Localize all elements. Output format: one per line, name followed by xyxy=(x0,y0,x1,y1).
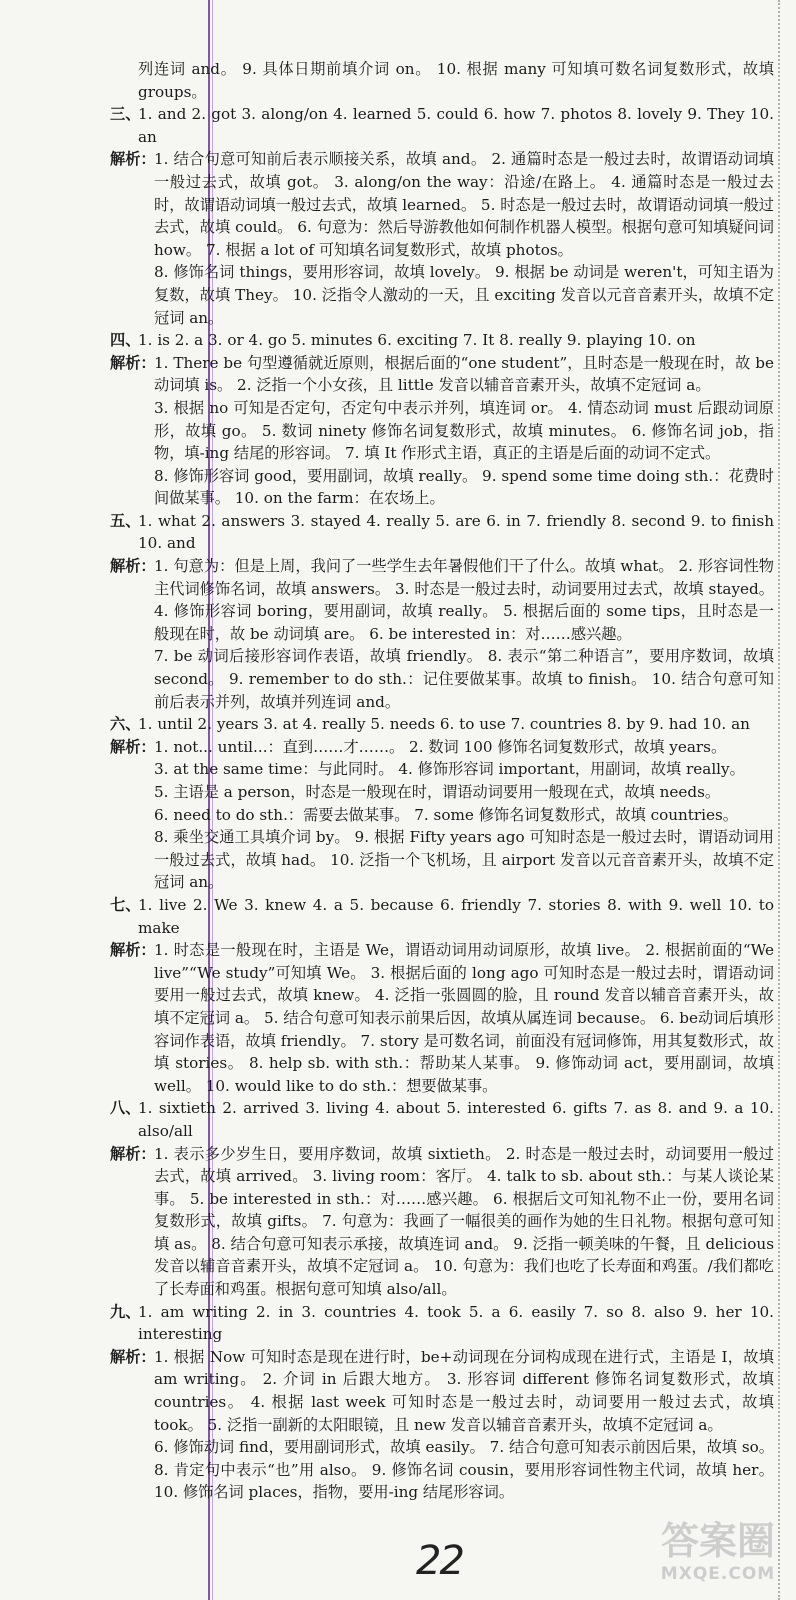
answer-list: 1. until 2. years 3. at 4. really 5. needs 6. to use 7. countries 8. by 9. had 10. an xyxy=(138,715,750,734)
answer-row xyxy=(110,894,774,939)
section-number: 四、 xyxy=(110,331,141,350)
answer-list: 1. and 2. got 3. along/on 4. learned 5. could 6. how 7. photos 8. lovely 9. They 10. an xyxy=(138,105,774,146)
section-number: 七、 xyxy=(110,895,141,914)
page-number: 22 xyxy=(416,1538,463,1584)
analysis-text-continued: 5. 主语是 a person，时态是一般现在时，谓语动词要用一般现在式，故填 needs。 xyxy=(154,783,721,801)
analysis-row xyxy=(110,1346,774,1436)
analysis-text: 1. 根据 Now 可知时态是现在进行时，be+动词现在分词构成现在进行式，主语是 I，故填 am writing。 2. 介词 in 后跟大地方。 3. 形容词 different 修饰名词复数形式，故填 countries。 4. 根据 last week 可知时态是一般过去时，动词要用一般过去式，故填 took。 5. 泛指一副新的太阳眼镜，且 new 发音以辅音音素开头，故填不定冠词 a。 xyxy=(154,1347,774,1434)
analysis-text: 1. 表示多少岁生日，要用序数词，故填 sixtieth。 2. 时态是一般过去时，动词要用一般过去式，故填 arrived。 3. living room：客厅。 4. talk to sb. about sth.：与某人谈论某事。 5. be interested in sth.：对……感兴趣。 6. 根据后文可知礼物不止一份，要用名词复数形式，故填 gifts。 7. 句意为：我画了一幅很美的画作为她的生日礼物。根据句意可知填 as。 8. 结合句意可知表示承接，故填连词 and。 9. 泛指一顿美味的午餐，且 delicious 发音以辅音音素开头，故填不定冠词 a。 10. 句意为：我们也吃了长寿面和鸡蛋。/我们都吃了长寿面和鸡蛋。根据句意可知填 also/all。 xyxy=(154,1144,774,1299)
watermark-logo xyxy=(656,1518,780,1592)
analysis-text-continued: 6. 修饰动词 find，要用副词形式，故填 easily。 7. 结合句意可知表示前因后果，故填 so。 8. 肯定句中表示“也”用 also。 9. 修饰名词 cousin，要用形容词性物主代词，故填 her。 10. 修饰名词 places，指物，要用-ing 结尾形容词。 xyxy=(154,1438,774,1502)
section-number: 五、 xyxy=(110,511,141,530)
section-number: 六、 xyxy=(110,715,141,734)
answer-list: 1. is 2. a 3. or 4. go 5. minutes 6. exciting 7. It 8. really 9. playing 10. on xyxy=(138,331,696,350)
answer-row xyxy=(110,1097,774,1142)
analysis-text-continued: 8. 修饰形容词 good，要用副词，故填 really。 9. spend some time doing sth.：花费时间做某事。 10. on the farm：在农场上。 xyxy=(154,466,774,508)
answer-list: 1. am writing 2. in 3. countries 4. took 5. a 6. easily 7. so 8. also 9. her 10. interesting xyxy=(138,1302,774,1344)
analysis-label: 解析： xyxy=(110,941,156,960)
answer-row xyxy=(110,329,774,352)
section-number: 八、 xyxy=(110,1099,141,1118)
analysis-text: 1. 结合句意可知前后表示顺接关系，故填 and。 2. 通篇时态是一般过去时，故谓语动词填一般过去式，故填 got。 3. along/on the way：沿途/在路上。 4. 通篇时态是一般过去时，故谓语动词填一般过去式，故填 learned。 5. 时态是一般过去时，故谓语动词填一般过去式，故填 could。 6. 句意为：然后导游教他如何制作机器人模型。根据句意可知填疑问词 how。 7. 根据 a lot of 可知填名词复数形式，故填 photos。 xyxy=(154,150,774,259)
answer-row xyxy=(110,1301,774,1346)
answer-list: 1. live 2. We 3. knew 4. a 5. because 6. friendly 7. stories 8. with 9. well 10. to make xyxy=(138,895,774,937)
analysis-label: 解析： xyxy=(110,1144,156,1163)
analysis-row xyxy=(110,148,774,261)
section-number: 三、 xyxy=(110,105,141,124)
section-number: 九、 xyxy=(110,1302,141,1321)
answer-row xyxy=(110,713,774,736)
analysis-label: 解析： xyxy=(110,737,156,756)
watermark-sub-text: MXQE.COM xyxy=(660,1564,776,1584)
answer-key-content xyxy=(110,58,774,1504)
analysis-row xyxy=(110,939,774,1097)
analysis-label: 解析： xyxy=(110,353,156,372)
answer-row xyxy=(110,103,774,148)
analysis-row xyxy=(110,555,774,645)
analysis-row xyxy=(110,352,774,397)
analysis-text-continued: 6. need to do sth.：需要去做某事。 7. some 修饰名词复数形式，故填 countries。 xyxy=(154,805,738,824)
answer-list: 1. sixtieth 2. arrived 3. living 4. about 5. interested 6. gifts 7. as 8. and 9. a 10. also/all xyxy=(138,1099,774,1140)
analysis-text-continued: 8. 修饰名词 things，要用形容词，故填 lovely。 9. 根据 be 动词是 weren't，可知主语为复数，故填 They。 10. 泛指令人激动的一天，且 exciting 发音以元音音素开头，故填不定冠词 an。 xyxy=(154,263,774,327)
analysis-text: 1. not... until...：直到……才……。 2. 数词 100 修饰名词复数形式，故填 years。 xyxy=(154,737,727,756)
analysis-text: 1. 时态是一般现在时，主语是 We，谓语动词用动词原形，故填 live。 2. 根据前面的“We live”“We study”可知填 We。 3. 根据后面的 long ago 可知时态是一般过去时，谓语动词要用一般过去式，故填 knew。 4. 泛指一张圆圆的脸，且 round 发音以辅音音素开头，故填不定冠词 a。 5. 结合句意可知表示前果后因，故填从属连词 because。 6. be动词后填形容词作表语，故填 friendly。 7. story 是可数名词，前面没有冠词修饰，用其复数形式，故填 stories。 8. help sb. with sth.：帮助某人某事。 9. 修饰动词 act，要用副词，故填 well。 10. would like to do sth.：想要做某事。 xyxy=(154,941,774,1095)
analysis-text: 1. 句意为：但是上周，我问了一些学生去年暑假他们干了什么。故填 what。 2. 形容词性物主代词修饰名词，故填 answers。 3. 时态是一般过去时，动词要用过去式，故填 stayed。 4. 修饰形容词 boring，要用副词，故填 really。 5. 根据后面的 some tips，且时态是一般现在时，故 be 动词填 are。 6. be interested in：对……感兴趣。 xyxy=(154,557,774,643)
analysis-label: 解析： xyxy=(110,557,156,576)
analysis-text-continued: 3. 根据 no 可知是否定句，否定句中表示并列，填连词 or。 4. 情态动词 must 后跟动词原形，故填 go。 5. 数词 ninety 修饰名词复数形式，故填 minutes。 6. 修饰名词 job，指物，填-ing 结尾的形容词。 7. 填 It 作形式主语，真正的主语是后面的动词不定式。 xyxy=(154,398,774,463)
answer-row xyxy=(110,510,774,555)
analysis-row xyxy=(110,1143,774,1301)
analysis-text-continued: 7. be 动词后接形容词作表语，故填 friendly。 8. 表示“第二种语言”，要用序数词，故填 second。 9. remember to do sth.：记住要做某事。故填 to finish。 10. 结合句意可知前后表示并列，故填并列连词 and。 xyxy=(154,647,774,711)
continued-text: 列连词 and。 9. 具体日期前填介词 on。 10. 根据 many 可知填可数名词复数形式，故填 groups。 xyxy=(138,60,774,101)
dotted-cut-line xyxy=(778,0,790,1600)
analysis-label: 解析： xyxy=(110,150,156,169)
analysis-text-continued: 8. 乘坐交通工具填介词 by。 9. 根据 Fifty years ago 可知时态是一般过去时，谓语动词用一般过去式，故填 had。 10. 泛指一个飞机场，且 airport 发音以元音音素开头，故填不定冠词 an。 xyxy=(154,828,774,892)
analysis-label: 解析： xyxy=(110,1347,156,1366)
analysis-text-continued: 3. at the same time：与此同时。 4. 修饰形容词 important，用副词，故填 really。 xyxy=(154,760,745,779)
answer-list: 1. what 2. answers 3. stayed 4. really 5. are 6. in 7. friendly 8. second 9. to finish 10. and xyxy=(138,511,774,553)
analysis-text: 1. There be 句型遵循就近原则，根据后面的“one student”，且时态是一般现在时，故 be 动词填 is。 2. 泛指一个小女孩，且 little 发音以辅音音素开头，故填不定冠词 a。 xyxy=(154,353,774,395)
analysis-row xyxy=(110,736,774,759)
watermark-main-text: 答案圈 xyxy=(660,1519,775,1563)
